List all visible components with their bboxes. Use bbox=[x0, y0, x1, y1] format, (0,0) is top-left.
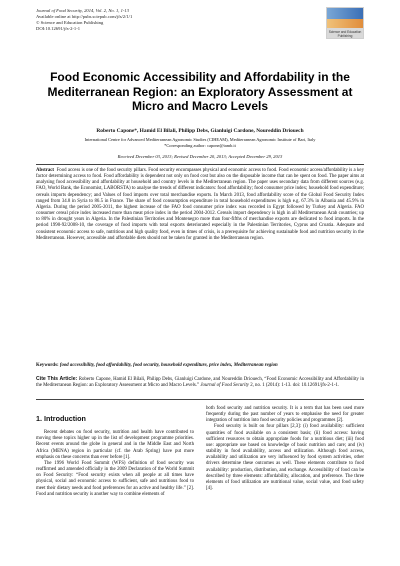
keywords-label: Keywords: bbox=[36, 363, 59, 368]
cite-label: Cite This Article: bbox=[36, 376, 78, 382]
body-paragraph: The 1996 World Food Summit (WFS) definition of food security was reaffirmed and amended officially in the 2009 Declaration of the World Summit on Food Security: “Food security exists when all people at all times have physical, social and economic access to sufficient, safe and nutritious food to meet their dietary needs and food preferences for an active and healthy life.” [2]. Food and nutrition security is another way to combine elements of bbox=[36, 460, 194, 497]
section-heading: 1. Introduction bbox=[36, 414, 86, 423]
received-dates: Received December 03, 2013; Revised December 20, 2013; Accepted December 29, 2013 bbox=[117, 154, 283, 159]
paper-title: Food Economic Accessibility and Affordability in the Mediterranean Region: an Exploratory Assessment at Micro and Macro Levels bbox=[47, 70, 353, 113]
doi-line[interactable]: DOI:10.12691/jfs-2-1-1 bbox=[36, 26, 81, 31]
body-paragraph: Food security is built on four pillars [2,3]: (i) food availability: sufficient quantities of food available on a consistent basis; (ii) food access: having sufficient resources to obtain appropriate foods for a nutritious diet; (iii) food use: appropriate use based on knowledge of basic nutrition and care; and (iv) stability in food availability, access and utilization. Although food access, availability and utilization are very influenced by food system activities, other drivers determine these outcomes as well. These elements contribute to food availability: production, distribution, and exchange. Accessibility of food can be described by three elements: affordability, allocation, and preference. The three elements of food utilization are nutritional value, social value, and food safety [4]. bbox=[206, 424, 364, 492]
affiliation bbox=[30, 137, 370, 148]
cite-text: Roberto Capone, Hamid El Bilali, Philipp Debs, Gianluigi Cardone, and Noureddin Driouech, “Food Economic Accessibility and Affordability in the Mediterranean Region: an Exploratory Assessment at Micro and Macro Levels.” bbox=[36, 377, 364, 389]
keywords bbox=[36, 363, 364, 369]
citation bbox=[36, 376, 364, 389]
abstract bbox=[36, 168, 364, 242]
logo-text: Science and Education Publishing bbox=[328, 30, 362, 38]
abstract-text: Food access is one of the food security pillars. Food security encompasses physical and economic access to food. Food economic access/affordability is a key factor determining access to food. Food affordability is dependent not only on food cost but also on the disposable income that can be spent on food. The paper aims at analysing food accessibility and affordability at household and country levels in the Mediterranean region. The paper uses secondary data from different sources (e.g. FAO, World Bank, the Economist, LABORSTA) to analyse the trends of different indicators: food affordability; food consumer price index; household food expenditure; cereals imports dependency; and Values of food imports over total merchandise exports. In March 2013, food affordability score of the Global Food Security Index ranged from 34.8 in Syria to 86.5 in France. The share of food consumption expenditure in total household expenditures is high e.g. 67.3% in Albania and 45.9% in Algeria. During the period 2005-2011, the highest increase of the FAO food consumer price index was recorded in Egypt followed by Turkey and Algeria. FAO consumer cereal price index increased more than meat price index in the period 2004-2012. Cereals import dependency is high in all Mediterranean Arab countries; up to 80% in drought years in Algeria. In the Palestinian Territories and Montenegro more than four-fifths of merchandise exports are dedicated to food imports. In the period 1990-92/2008-10, the coverage of food imports with total exports deteriorated especially in the Palestinian Territories, Cyprus and Croatia. Adequate and consistent economic access to safe, nutritious and high quality food, even in times of crisis, is a prerequisite for achieving sustainable food and nutrition security in the Mediterranean. However, accessible and affordable diets should not be taken for granted in the Mediterranean region. bbox=[36, 168, 364, 241]
online-line[interactable]: Available online at http://pubs.sciepub.com/jfs/2/1/1 bbox=[36, 14, 133, 19]
body-paragraph: Recent debates on food security, nutrition and health have contributed to moving these topics higher up in the list of development programme priorities. Recent events around the globe in general and in the Middle East and North Africa (MENA) region in particular (cf. the Arab Spring) have put more emphasis on these concerns than ever before [1]. bbox=[36, 430, 194, 460]
journal-header bbox=[36, 8, 132, 32]
journal-line: Journal of Food Security, 2014, Vol. 2, No. 1, 1-13 bbox=[36, 8, 130, 13]
body-paragraph: both food security and nutrition security. It is a term that has been used more frequently during the past number of years to emphasise the need for greater integration of nutrition into food security policies and programmes [2]. bbox=[206, 406, 364, 424]
abstract-label: Abstract bbox=[36, 168, 55, 173]
copyright-line: © Science and Education Publishing bbox=[36, 20, 104, 25]
body-column-left bbox=[36, 406, 194, 498]
divider bbox=[36, 399, 364, 400]
corresponding-author: *Corresponding author: capone@iamb.it bbox=[164, 142, 236, 148]
divider bbox=[36, 164, 364, 165]
author-list: Roberto Capone*, Hamid El Bilali, Philipp Debs, Gianluigi Cardone, Noureddin Driouech bbox=[96, 128, 304, 134]
cite-tail: 2, no. 1 (2014): 1-13. doi: 10.12691/jfs-2-1-1. bbox=[250, 383, 340, 389]
publisher-logo bbox=[326, 7, 364, 39]
keywords-text: food accessibility, food affordability, food security, household expenditure, price index, Mediterranean region bbox=[59, 363, 278, 368]
affiliation-text: International Centre for Advanced Mediterranean Agronomic Studies (CIHEAM), Mediterranean Agronomic Institute of Bari, Italy bbox=[84, 137, 316, 142]
cite-journal: Journal of Food Security bbox=[200, 383, 249, 389]
body-column-right bbox=[206, 406, 364, 492]
